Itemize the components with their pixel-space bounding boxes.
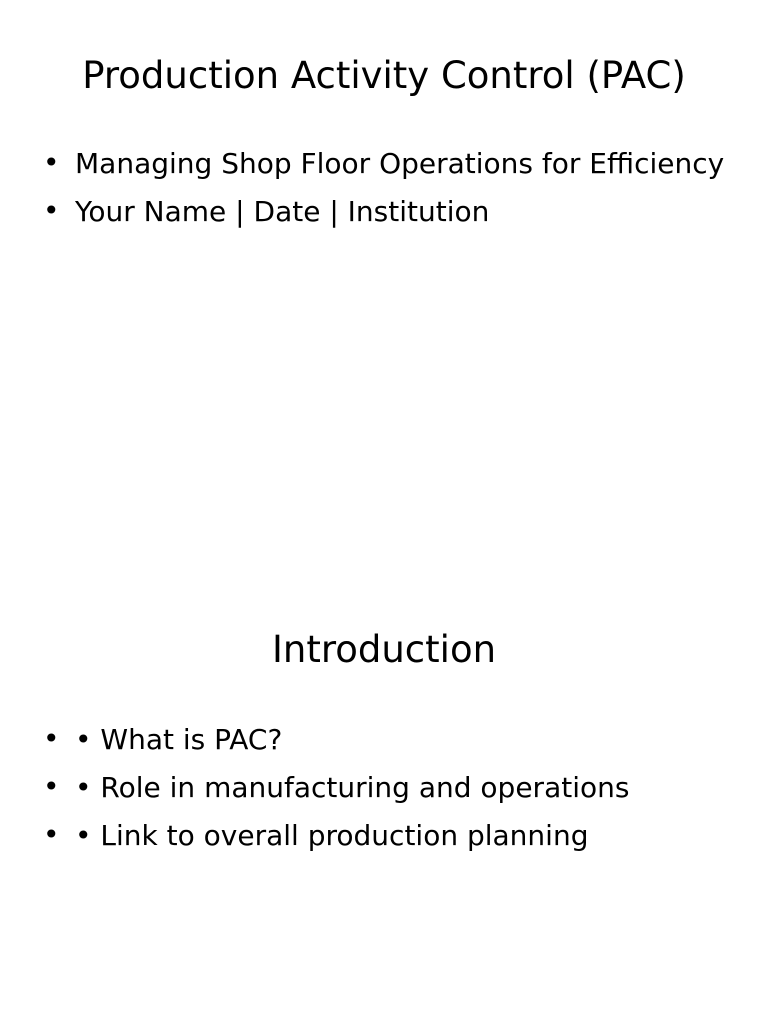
- bullet-text: Managing Shop Floor Operations for Efficiency: [75, 147, 725, 180]
- bullet-icon: •: [43, 146, 60, 179]
- list-item: [40, 716, 760, 764]
- bullet-text: Your Name | Date | Institution: [75, 195, 490, 228]
- slide-introduction: [0, 512, 768, 1024]
- list-item: [40, 764, 760, 812]
- slide-2-title: Introduction: [271, 628, 497, 671]
- bullet-text: • Role in manufacturing and operations: [75, 771, 630, 804]
- bullet-text: • What is PAC?: [75, 723, 283, 756]
- slide-2-bullet-list: [40, 716, 760, 860]
- list-item: [40, 812, 760, 860]
- bullet-text: • Link to overall production planning: [75, 819, 589, 852]
- list-item: [40, 140, 760, 188]
- slide-1-title: Production Activity Control (PAC): [82, 54, 686, 97]
- slide-1-bullet-list: [40, 140, 760, 236]
- bullet-icon: •: [43, 770, 60, 803]
- list-item: [40, 188, 760, 236]
- bullet-icon: •: [43, 722, 60, 755]
- bullet-icon: •: [43, 818, 60, 851]
- bullet-icon: •: [43, 194, 60, 227]
